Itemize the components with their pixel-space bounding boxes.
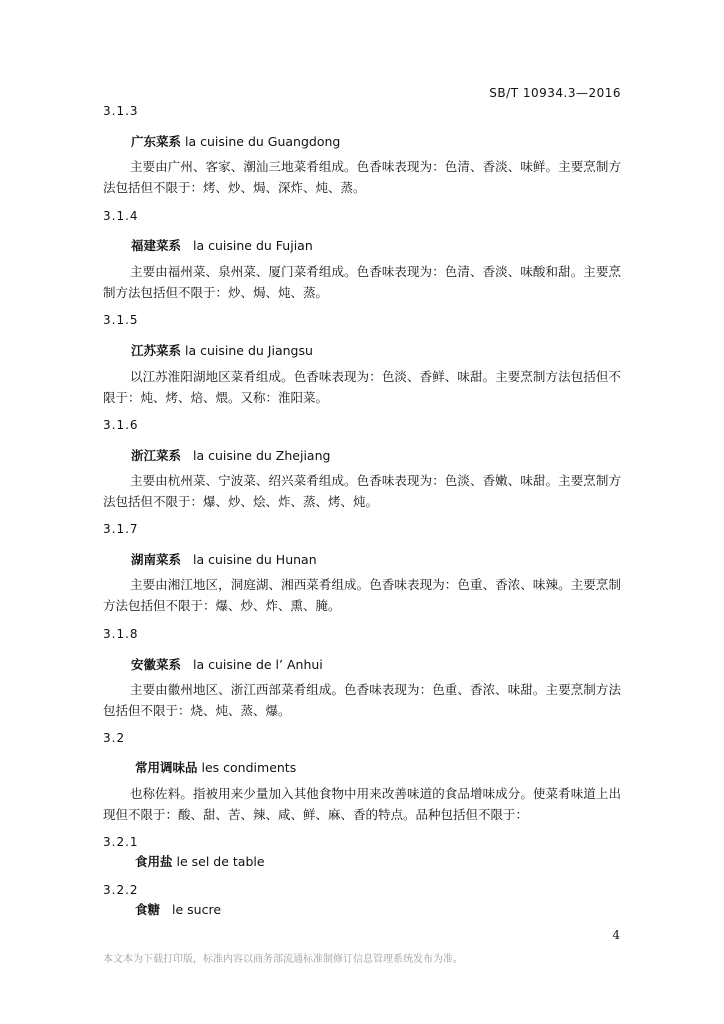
section-number: 3.1.8: [103, 627, 139, 641]
term-french: le sel de table: [176, 854, 265, 869]
section-number: 3.1.4: [103, 209, 139, 223]
term-heading: [131, 446, 330, 464]
definition-paragraph: 主要由广州、客家、潮汕三地菜肴组成。色香味表现为：色清、香淡、味鲜。主要烹制方法包括但不限于：烤、炒、焗、深炸、炖、蒸。: [103, 159, 621, 195]
term-heading: [131, 132, 340, 150]
term-french: les condiments: [201, 760, 297, 775]
term-heading: [131, 341, 313, 359]
term-heading: [135, 758, 296, 776]
term-heading: [135, 900, 221, 918]
page-number: 4: [612, 928, 620, 942]
section-number: 3.2: [103, 731, 126, 745]
definition-paragraph: 也称佐料。指被用来少量加入其他食物中用来改善味道的食品增味成分。使菜肴味道上出现但不限于：酸、甜、苦、辣、咸、鲜、麻、香的特点。品种包括但不限于：: [103, 786, 621, 822]
term-chinese: 广东菜系: [131, 134, 182, 149]
section-number: 3.2.1: [103, 835, 139, 849]
download-notice: 本文本为下载打印版，标准内容以商务部流通标准制修订信息管理系统发布为准。: [103, 954, 463, 965]
term-french: la cuisine du Guangdong: [185, 134, 341, 149]
term-chinese: 安徽菜系: [131, 657, 182, 672]
standard-code: SB/T 10934.3—2016: [489, 86, 621, 100]
term-french: le sucre: [172, 902, 222, 917]
term-heading: [135, 852, 265, 870]
term-chinese: 常用调味品: [135, 760, 198, 775]
term-chinese: 食糖: [135, 902, 161, 917]
term-chinese: 江苏菜系: [131, 343, 182, 358]
term-french: la cuisine de l’ Anhui: [193, 657, 323, 672]
section-number: 3.2.2: [103, 883, 139, 897]
section-number: 3.1.5: [103, 313, 139, 327]
term-french: la cuisine du Fujian: [193, 238, 313, 253]
term-heading: [131, 236, 313, 254]
term-chinese: 食用盐: [135, 854, 173, 869]
term-chinese: 湖南菜系: [131, 552, 182, 567]
definition-paragraph: 主要由徽州地区、浙江西部菜肴组成。色香味表现为：色重、香浓、味甜。主要烹制方法包括但不限于：烧、炖、蒸、爆。: [103, 682, 621, 718]
section-number: 3.1.6: [103, 418, 139, 432]
definition-paragraph: 主要由杭州菜、宁波菜、绍兴菜肴组成。色香味表现为：色淡、香嫩、味甜。主要烹制方法包括但不限于：爆、炒、烩、炸、蒸、烤、炖。: [103, 473, 621, 509]
definition-paragraph: 以江苏淮阳湖地区菜肴组成。色香味表现为：色淡、香鲜、味甜。主要烹制方法包括但不限于：炖、烤、焙、煨。又称：淮阳菜。: [103, 369, 621, 405]
term-chinese: 浙江菜系: [131, 448, 182, 463]
term-french: la cuisine du Zhejiang: [193, 448, 331, 463]
term-heading: [131, 655, 323, 673]
term-french: la cuisine du Jiangsu: [185, 343, 313, 358]
term-heading: [131, 550, 317, 568]
definition-paragraph: 主要由福州菜、泉州菜、厦门菜肴组成。色香味表现为：色清、香淡、味酸和甜。主要烹制方法包括但不限于：炒、焗、炖、蒸。: [103, 264, 621, 300]
term-french: la cuisine du Hunan: [193, 552, 317, 567]
section-number: 3.1.3: [103, 104, 139, 118]
definition-paragraph: 主要由湘江地区，洞庭湖、湘西菜肴组成。色香味表现为：色重、香浓、味辣。主要烹制方法包括但不限于：爆、炒、炸、熏、腌。: [103, 577, 621, 613]
term-chinese: 福建菜系: [131, 238, 182, 253]
section-number: 3.1.7: [103, 522, 139, 536]
